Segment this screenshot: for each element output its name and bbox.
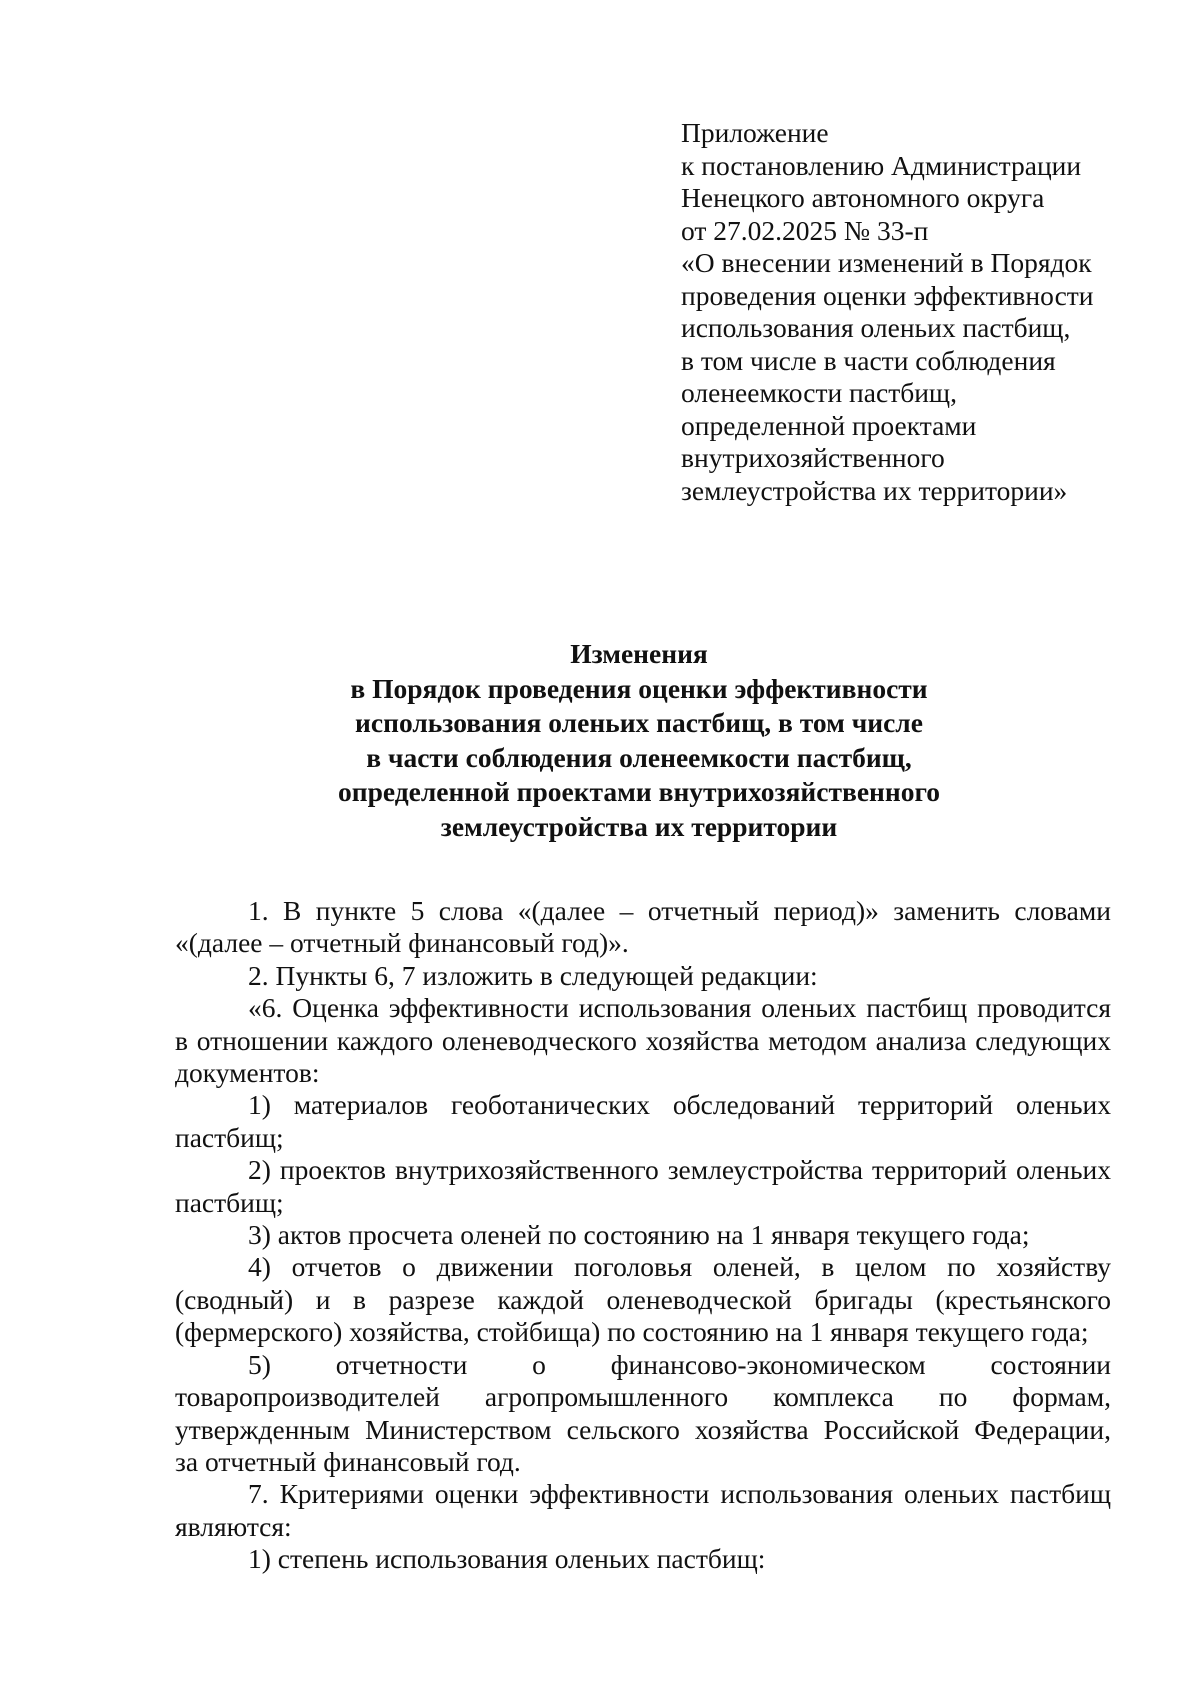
- body-line: являются:: [175, 1510, 292, 1542]
- title-line: определенной проектами внутрихозяйственного: [337, 776, 941, 807]
- body-line: утвержденным Министерством сельского хозяйства Российской Федерации,: [175, 1413, 1111, 1445]
- title-line: использования оленьих пастбищ, в том числе: [355, 707, 923, 738]
- body-line: (сводный) и в разрезе каждой оленеводческой бригады (крестьянского: [175, 1283, 1111, 1315]
- appendix-line: Приложение: [681, 117, 829, 148]
- body-line: за отчетный финансовый год.: [175, 1445, 521, 1477]
- title-line: в части соблюдения оленеемкости пастбищ,: [366, 741, 912, 773]
- appendix-line: от 27.02.2025 № 33-п: [681, 214, 929, 246]
- body-line: (фермерского) хозяйства, стойбища) по состоянию на 1 января текущего года;: [175, 1316, 1089, 1348]
- body-line: 2. Пункты 6, 7 изложить в следующей редакции:: [248, 959, 818, 991]
- appendix-line: внутрихозяйственного: [681, 442, 945, 473]
- appendix-line: к постановлению Администрации: [681, 149, 1082, 181]
- body-line: 4) отчетов о движении поголовья оленей, в целом по хозяйству: [248, 1251, 1111, 1283]
- body-line: в отношении каждого оленеводческого хозяйства методом анализа следующих: [175, 1024, 1111, 1056]
- body-line: 5) отчетности о финансово-экономическом состоянии: [248, 1348, 1111, 1380]
- body-paragraph: [175, 960, 1111, 992]
- body-paragraph: [175, 1251, 1111, 1348]
- body-line: 7. Критериями оценки эффективности использования оленьих пастбищ: [248, 1478, 1111, 1510]
- appendix-line: проведения оценки эффективности: [681, 279, 1094, 311]
- body-paragraph: [175, 1219, 1111, 1251]
- body-line: 1. В пункте 5 слова «(далее – отчетный период)» заменить словами: [248, 895, 1111, 926]
- body-line: пастбищ;: [175, 1121, 284, 1153]
- body-line: 3) актов просчета оленей по состоянию на 1 января текущего года;: [248, 1219, 1030, 1251]
- appendix-line: использования оленьих пастбищ,: [681, 312, 1071, 343]
- body-line: 2) проектов внутрихозяйственного землеустройства территорий оленьих: [248, 1154, 1111, 1186]
- body-paragraph: [175, 895, 1111, 960]
- body-line: пастбищ;: [175, 1186, 284, 1218]
- body-paragraph: [175, 1478, 1111, 1543]
- body-line: документов:: [175, 1057, 320, 1089]
- appendix-line: землеустройства их территории»: [681, 474, 1068, 506]
- appendix-line: Ненецкого автономного округа: [681, 182, 1045, 213]
- title-line: в Порядок проведения оценки эффективности: [350, 672, 928, 704]
- appendix-header: [681, 117, 1161, 507]
- body-line: товаропроизводителей агропромышленного комплекса по формам,: [175, 1381, 1111, 1413]
- title-line: Изменения: [570, 638, 708, 669]
- document-title: [0, 637, 1200, 844]
- body-paragraph: [175, 992, 1111, 1089]
- body-line: «6. Оценка эффективности использования оленьих пастбищ проводится: [248, 992, 1111, 1024]
- body-paragraph: [175, 1543, 1111, 1575]
- title-line: землеустройства их территории: [440, 810, 838, 842]
- body-paragraph: [175, 1154, 1111, 1219]
- appendix-line: определенной проектами: [681, 409, 977, 441]
- appendix-line: оленеемкости пастбищ,: [681, 377, 957, 408]
- body-line: 1) материалов геоботанических обследований территорий оленьих: [248, 1089, 1111, 1121]
- body-line: 1) степень использования оленьих пастбищ:: [248, 1543, 766, 1575]
- body-paragraph: [175, 1089, 1111, 1154]
- document-body: [175, 895, 1111, 1576]
- body-line: «(далее – отчетный финансовый год)».: [175, 927, 629, 959]
- body-paragraph: [175, 1349, 1111, 1479]
- appendix-line: в том числе в части соблюдения: [681, 344, 1056, 376]
- appendix-line: «О внесении изменений в Порядок: [681, 247, 1092, 278]
